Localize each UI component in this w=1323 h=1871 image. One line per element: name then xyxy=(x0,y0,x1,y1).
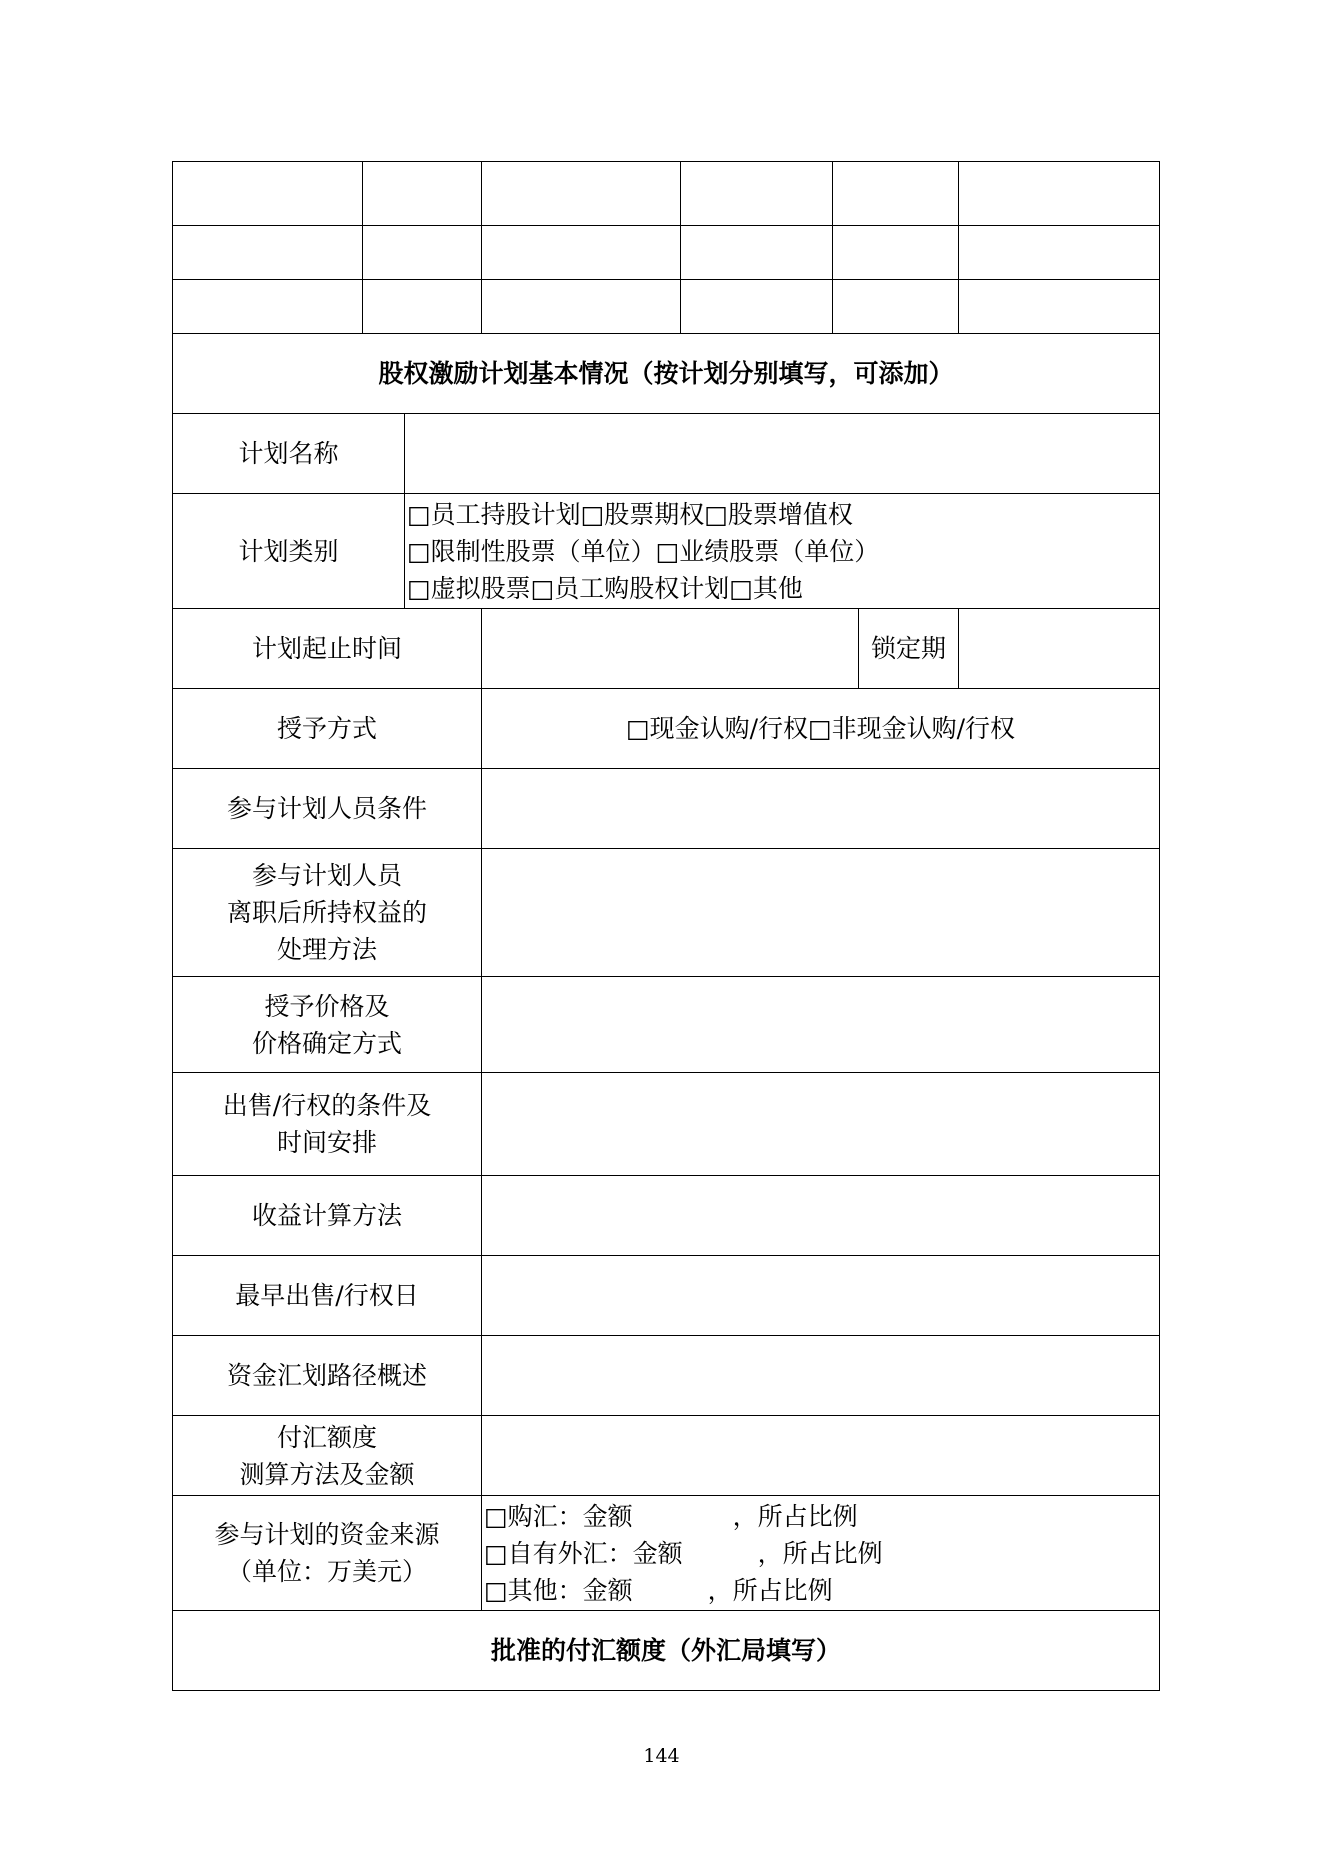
fund-route-label: 资金汇划路径概述 xyxy=(173,1336,482,1416)
empty-cell[interactable] xyxy=(833,226,959,280)
fund-source-options[interactable] xyxy=(482,1496,1160,1611)
label-line: （单位：万美元） xyxy=(226,1557,427,1586)
grant-method-label: 授予方式 xyxy=(173,689,482,769)
table-row xyxy=(173,1336,1160,1416)
empty-cell[interactable] xyxy=(173,280,363,334)
table-row xyxy=(173,1496,1160,1611)
sale-conditions-field[interactable] xyxy=(482,1073,1160,1176)
label-line: 价格确定方式 xyxy=(251,1028,402,1058)
empty-cell[interactable] xyxy=(681,162,833,226)
table-row xyxy=(173,1611,1160,1691)
label-line: 授予价格及 xyxy=(264,991,390,1021)
empty-cell[interactable] xyxy=(173,226,363,280)
approved-amount-title: 批准的付汇额度（外汇局填写） xyxy=(173,1611,1160,1691)
label-line: 出售/行权的条件及 xyxy=(222,1091,432,1120)
table-row xyxy=(173,1176,1160,1256)
departure-handling-label xyxy=(173,849,482,977)
plan-name-label: 计划名称 xyxy=(173,414,405,494)
grant-price-field[interactable] xyxy=(482,977,1160,1073)
plan-type-option-line[interactable]: □员工持股计划□股票期权□股票增值权 xyxy=(407,499,853,529)
section-title: 股权激励计划基本情况（按计划分别填写，可添加） xyxy=(173,334,1160,414)
table-row xyxy=(173,1416,1160,1496)
plan-type-options[interactable] xyxy=(405,494,1160,609)
empty-cell[interactable] xyxy=(482,226,681,280)
fund-route-field[interactable] xyxy=(482,1336,1160,1416)
empty-cell[interactable] xyxy=(173,162,363,226)
table-row xyxy=(173,689,1160,769)
plan-name-field[interactable] xyxy=(405,414,1160,494)
empty-cell[interactable] xyxy=(363,162,482,226)
table-row xyxy=(173,977,1160,1073)
income-calc-field[interactable] xyxy=(482,1176,1160,1256)
payment-amount-label xyxy=(173,1416,482,1496)
empty-cell[interactable] xyxy=(482,162,681,226)
participant-conditions-label: 参与计划人员条件 xyxy=(173,769,482,849)
empty-cell[interactable] xyxy=(833,280,959,334)
application-form-table xyxy=(172,161,1159,1691)
table-row xyxy=(173,494,1160,609)
table-row xyxy=(173,162,1160,226)
empty-cell[interactable] xyxy=(959,162,1160,226)
table-row xyxy=(173,334,1160,414)
label-line: 参与计划的资金来源 xyxy=(214,1520,440,1549)
payment-amount-field[interactable] xyxy=(482,1416,1160,1496)
empty-cell[interactable] xyxy=(363,280,482,334)
table-row xyxy=(173,1256,1160,1336)
plan-type-label: 计划类别 xyxy=(173,494,405,609)
fund-source-option-line[interactable]: □购汇：金额 ，所占比例 xyxy=(484,1501,858,1531)
earliest-sale-field[interactable] xyxy=(482,1256,1160,1336)
table-row xyxy=(173,1073,1160,1176)
income-calc-label: 收益计算方法 xyxy=(173,1176,482,1256)
plan-period-field[interactable] xyxy=(482,609,859,689)
empty-cell[interactable] xyxy=(681,226,833,280)
empty-cell[interactable] xyxy=(833,162,959,226)
label-line: 时间安排 xyxy=(276,1128,377,1157)
table-row xyxy=(173,414,1160,494)
empty-cell[interactable] xyxy=(482,280,681,334)
grant-price-label xyxy=(173,977,482,1073)
fund-source-option-line[interactable]: □其他：金额 ，所占比例 xyxy=(484,1575,833,1605)
lock-period-field[interactable] xyxy=(959,609,1160,689)
departure-handling-field[interactable] xyxy=(482,849,1160,977)
table-row xyxy=(173,769,1160,849)
plan-type-option-line[interactable]: □限制性股票（单位）□业绩股票（单位） xyxy=(407,536,880,566)
sale-conditions-label xyxy=(173,1073,482,1176)
label-line: 参与计划人员 xyxy=(251,861,402,890)
label-line: 付汇额度 xyxy=(276,1422,377,1452)
table-row xyxy=(173,609,1160,689)
empty-cell[interactable] xyxy=(681,280,833,334)
table-row xyxy=(173,226,1160,280)
label-line: 测算方法及金额 xyxy=(239,1459,415,1489)
page-number: 144 xyxy=(643,1745,680,1767)
plan-period-label: 计划起止时间 xyxy=(173,609,482,689)
label-line: 离职后所持权益的 xyxy=(226,898,427,927)
empty-cell[interactable] xyxy=(959,226,1160,280)
table-row xyxy=(173,280,1160,334)
label-line: 处理方法 xyxy=(276,935,377,964)
earliest-sale-label: 最早出售/行权日 xyxy=(173,1256,482,1336)
fund-source-label xyxy=(173,1496,482,1611)
fund-source-option-line[interactable]: □自有外汇：金额 ，所占比例 xyxy=(484,1538,883,1568)
grant-method-options[interactable]: □现金认购/行权□非现金认购/行权 xyxy=(482,689,1160,769)
lock-period-label: 锁定期 xyxy=(859,609,959,689)
plan-type-option-line[interactable]: □虚拟股票□员工购股权计划□其他 xyxy=(407,573,803,603)
empty-cell[interactable] xyxy=(959,280,1160,334)
table-row xyxy=(173,849,1160,977)
empty-cell[interactable] xyxy=(363,226,482,280)
participant-conditions-field[interactable] xyxy=(482,769,1160,849)
